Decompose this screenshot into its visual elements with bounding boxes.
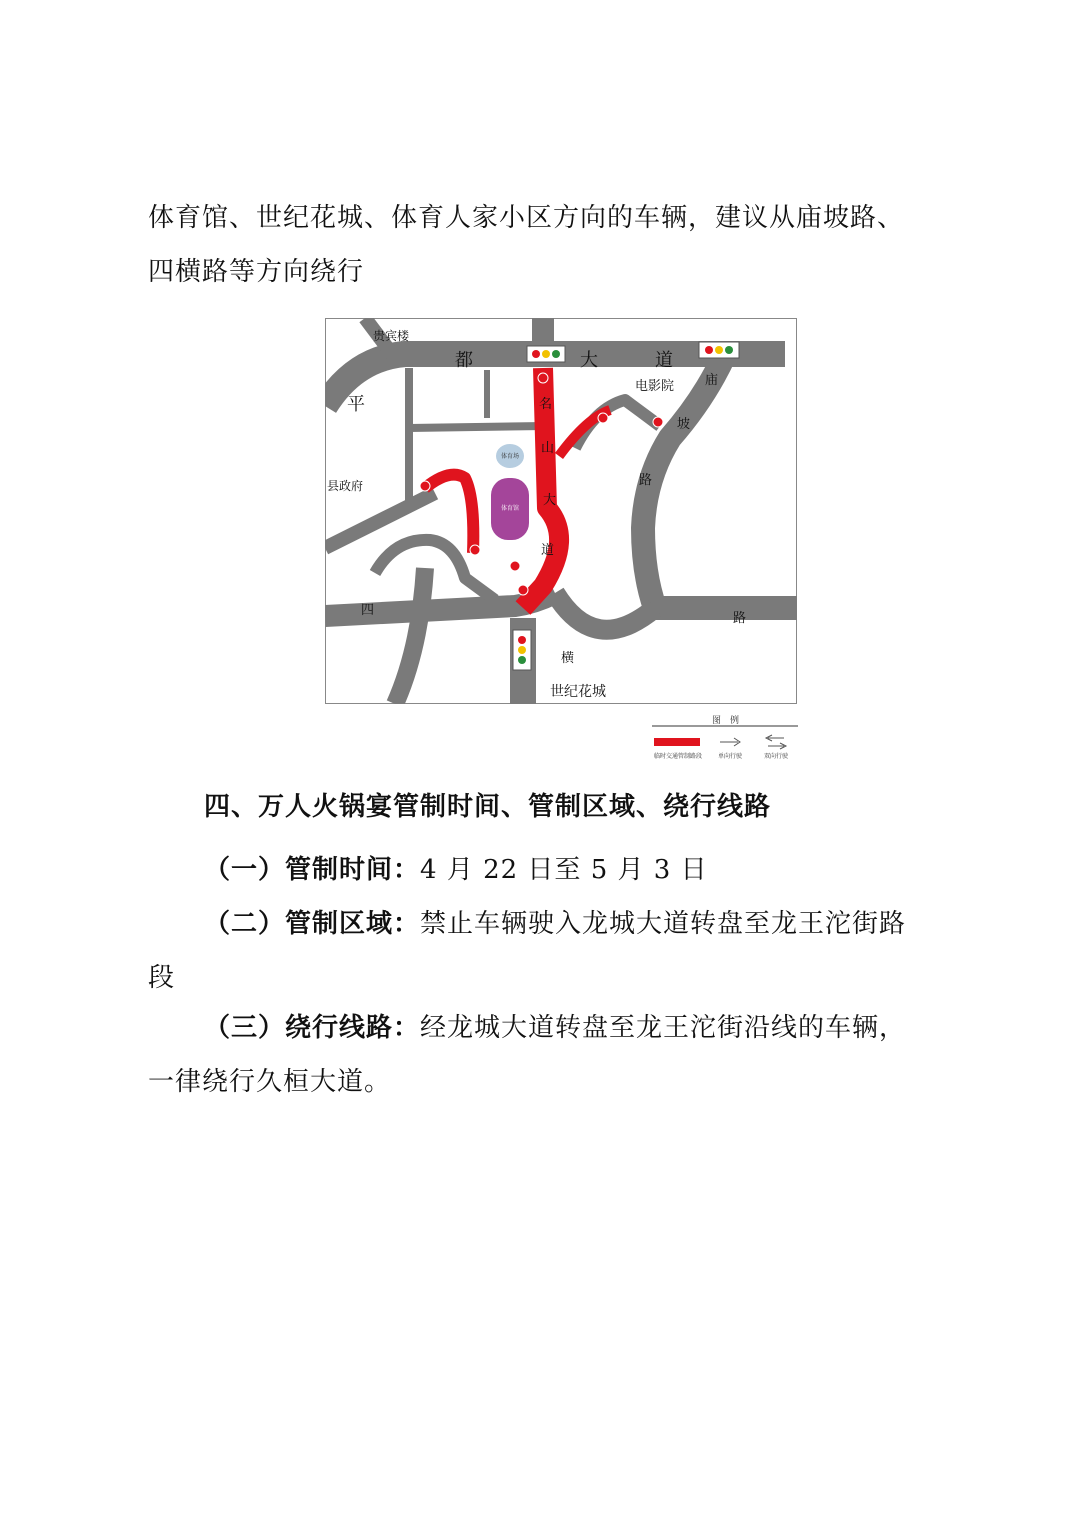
label-lu-right: 路 <box>639 473 653 488</box>
label-lu-bottom: 路 <box>733 611 747 626</box>
legend-control-swatch <box>654 738 700 746</box>
intro-line-1: 体育馆、世纪花城、体育人家小区方向的车辆，建议从庙坡路、 <box>148 203 905 233</box>
label-miao: 庙 <box>705 373 719 388</box>
label-county-gov: 县政府 <box>327 479 364 493</box>
item-3-line-1 <box>204 1001 1004 1055</box>
traffic-control-map <box>325 318 797 704</box>
legend-title: 图 例 <box>712 716 740 726</box>
stadium-label: 体育馆 <box>500 505 520 512</box>
label-du: 都 <box>455 350 473 371</box>
legend-control-label: 临时交通管制路段 <box>654 753 703 760</box>
label-heng: 横 <box>561 651 575 666</box>
label-ping: 平 <box>347 394 365 415</box>
legend-twoway-label: 双向行驶 <box>764 753 789 760</box>
item-3-text-1: 经龙城大道转盘至龙王沱街沿线的车辆， <box>420 1013 907 1043</box>
item-2-text-1: 禁止车辆驶入龙城大道转盘至龙王沱街路 <box>420 909 907 939</box>
item-1-text: 4 月 22 日至 5 月 3 日 <box>420 855 708 885</box>
label-dao: 道 <box>655 350 673 371</box>
map-legend <box>652 712 798 762</box>
two-way-arrow-icon <box>766 735 786 749</box>
traffic-light-top <box>527 346 565 362</box>
label-si: 四 <box>361 603 375 618</box>
no-entry-icon <box>510 561 520 571</box>
legend-oneway-label: 单向行驶 <box>718 753 743 760</box>
intro-line-2: 四横路等方向绕行 <box>148 257 365 287</box>
no-entry-icon <box>653 417 663 427</box>
section-4-heading: 四、万人火锅宴管制时间、管制区域、绕行线路 <box>204 792 772 822</box>
label-guibinlou: 贵宾楼 <box>373 329 410 343</box>
no-entry-icon <box>518 585 528 595</box>
item-3-label: （三）绕行线路： <box>204 1013 421 1043</box>
item-1 <box>204 843 1004 897</box>
no-entry-icon <box>538 373 548 383</box>
no-entry-icon <box>598 413 608 423</box>
label-dao2: 道 <box>541 543 555 558</box>
item-1-label: （一）管制时间： <box>204 855 421 885</box>
item-3-line-2: 一律绕行久桓大道。 <box>148 1067 392 1097</box>
label-cinema: 电影院 <box>635 379 675 394</box>
one-way-arrow-icon <box>720 738 740 746</box>
label-shiji: 世纪花城 <box>550 684 606 700</box>
item-2-label: （二）管制区域： <box>204 909 421 939</box>
item-2-line-2: 段 <box>148 963 176 993</box>
no-entry-icon <box>420 481 430 491</box>
item-2-line-1 <box>204 897 1004 951</box>
traffic-light-right <box>699 342 739 358</box>
label-ming: 名 <box>539 397 553 412</box>
label-da2: 大 <box>543 493 557 508</box>
label-da: 大 <box>580 350 598 371</box>
label-po: 坡 <box>677 417 691 432</box>
no-entry-icon <box>470 545 480 555</box>
traffic-light-bottom <box>513 630 531 670</box>
circle-label: 体育场 <box>500 453 520 460</box>
label-shan: 山 <box>541 441 555 456</box>
